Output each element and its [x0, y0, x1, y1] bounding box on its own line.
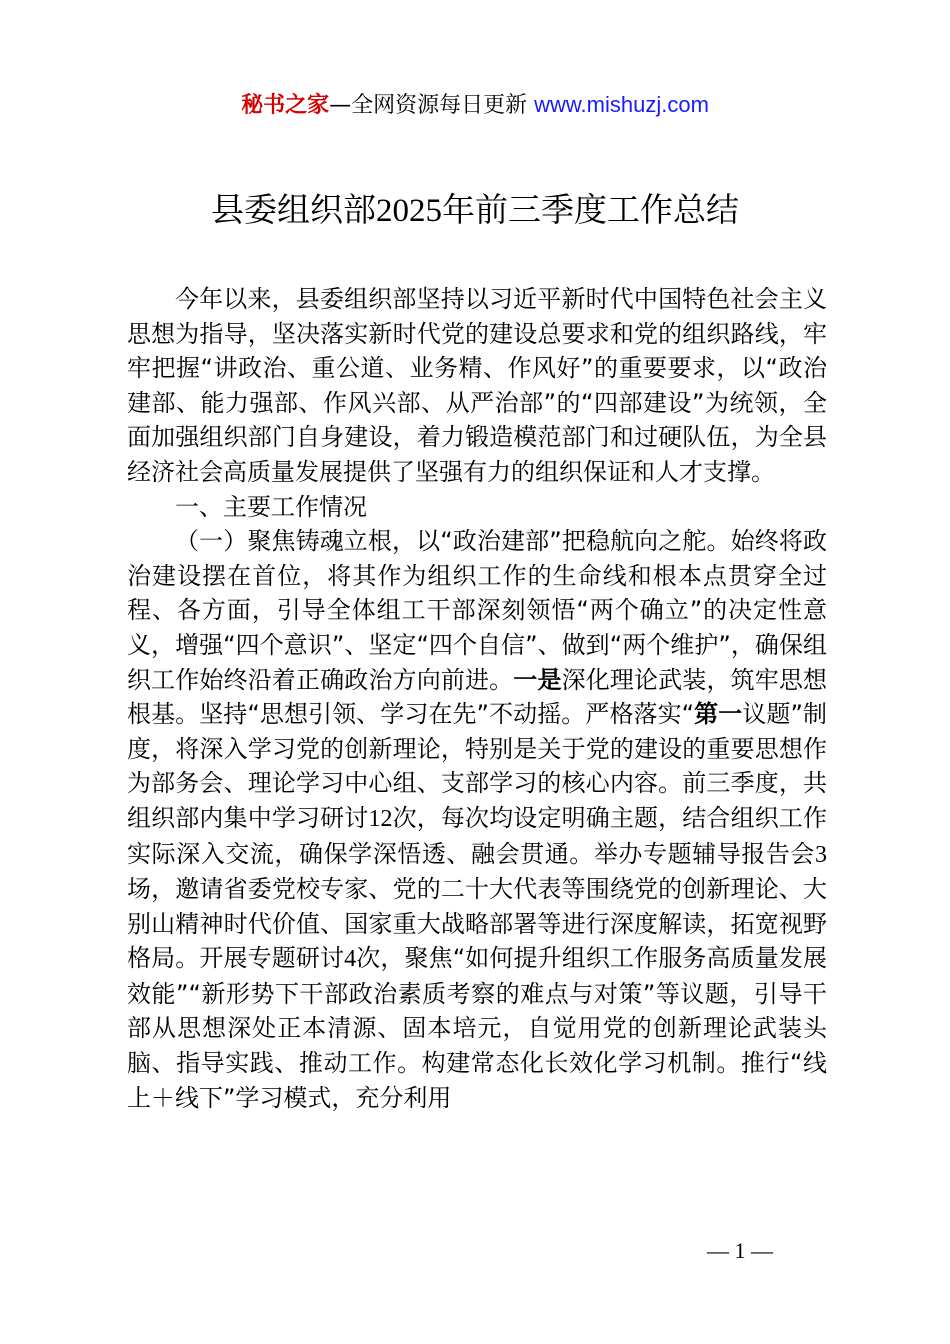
- site-url-link[interactable]: www.mishuzj.com: [534, 92, 709, 117]
- emphasis-text: 第一: [694, 700, 743, 729]
- document-body: [127, 282, 827, 1115]
- intro-paragraph: 今年以来，县委组织部坚持以习近平新时代中国特色社会主义思想为指导，坚决落实新时代党的建设总要求和党的组织路线，牢牢把握“讲政治、重公道、业务精、作风好”的重要要求，以“政治建部、能力强部、作风兴部、从严治部”的“四部建设”为统领，全面加强组织部门自身建设，着力锻造模范部门和过硬队伍，为全县经济社会高质量发展提供了坚强有力的组织保证和人才支撑。: [127, 285, 827, 486]
- part1-text-2: 议题”制度，将深入学习党的创新理论，特别是关于党的建设的重要思想作为部务会、理论学习中心组、支部学习的核心内容。前三季度，共组织部内集中学习研讨: [127, 700, 828, 832]
- part1-text-4: 场，邀请省委党校专家、党的二十大代表等围绕党的创新理论、大别山精神时代价值、国家重大战略部署等进行深度解读，拓宽视野格局。开展专题研讨: [127, 875, 827, 973]
- header-slogan: —全网资源每日更新: [329, 93, 528, 118]
- document-title: [0, 185, 950, 236]
- point-label: 一是: [513, 665, 562, 694]
- part1-paragraph: [127, 524, 827, 1115]
- site-header: [0, 88, 950, 123]
- count-seminars: 4: [344, 946, 357, 973]
- part1-lead: （一）聚焦铸魂立根，以“政治建部”把稳航向之舵。始终将政治建设摆在首位，将其作为组织工作的生命线和根本点贯穿全过程、各方面，引导全体组工干部深刻领悟“两个确立”的决定性意义，增强“四个意识”、坚定“四个自信”、做到“两个维护”，确保组织工作始终沿着正确政治方向前进。: [127, 527, 827, 694]
- count-reports: 3: [815, 841, 827, 868]
- title-part-2: 年前三季度工作总结: [442, 190, 739, 229]
- title-part-1: 县委组织部: [211, 190, 376, 229]
- part1-text-5: 次，聚焦“如何提升组织工作服务高质量发展效能”“新形势下干部政治素质考察的难点与对策”等议题，引导干部从思想深处正本清源、固本培元，自觉用党的创新理论武装头脑、指导实践、推动工作。构建常态化长效化学习机制。推行“线上＋线下”学习模式，充分利用: [127, 944, 827, 1112]
- part1-text-3: 次，每次均设定明确主题，结合组织工作实际深入交流，确保学深悟透、融会贯通。举办专题辅导报告会: [127, 803, 828, 868]
- section-heading: 一、主要工作情况: [175, 492, 367, 521]
- part1-text-1: 深化理论武装，筑牢思想根基。坚持“思想引领、学习在先”不动摇。严格落实“: [127, 665, 828, 729]
- brand-name: 秘书之家: [241, 93, 330, 118]
- page-number: — 1 —: [707, 1238, 773, 1263]
- count-sessions: 12: [368, 805, 393, 832]
- title-year: 2025: [376, 193, 442, 229]
